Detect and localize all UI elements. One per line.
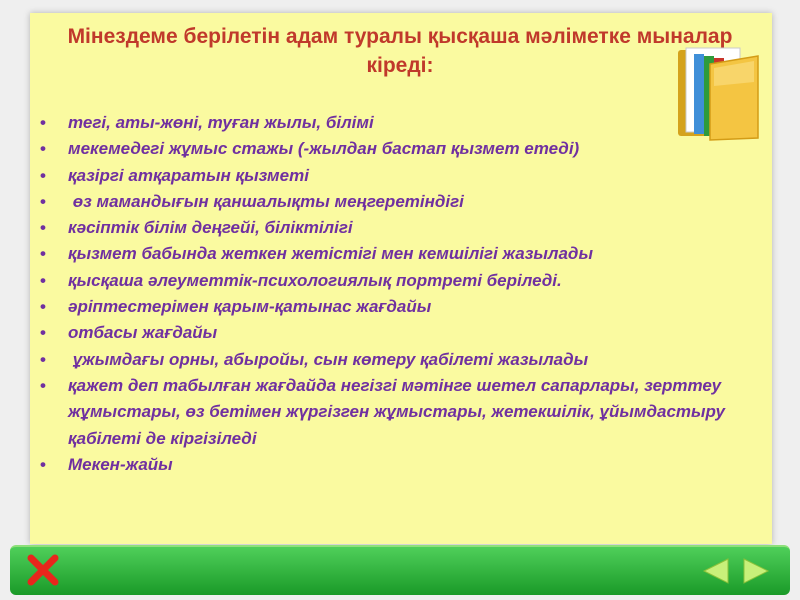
bullet-marker: •: [40, 244, 46, 264]
list-item: [38, 215, 758, 241]
bottom-navigation-bar: [0, 545, 800, 595]
list-item-text: отбасы жағдайы: [68, 323, 218, 343]
list-item: [38, 136, 758, 162]
list-item-text: қажет деп табылған жағдайда негізгі мәтінге шетел сапарлары, зерттеу жұмыстары, өз бетімен жүргізген жұмыстары, жетекшілік, ұйымдастыру қабілеті де кіргізіледі: [68, 375, 725, 448]
list-item: [38, 189, 758, 215]
list-item-text: қызмет бабында жеткен жетістігі мен кемшілігі жазылады: [68, 244, 593, 264]
folder-icon: [672, 42, 764, 142]
list-item-text: кәсіптік білім деңгейі, біліктілігі: [68, 218, 353, 238]
list-item: [38, 241, 758, 267]
bullet-marker: •: [40, 113, 46, 132]
list-item-text: қазіргі атқаратын қызметі: [68, 165, 309, 185]
bullet-marker: •: [40, 297, 46, 317]
list-item-text: Мекен-жайы: [68, 454, 173, 474]
bullet-list: [38, 110, 758, 478]
list-item: [38, 163, 758, 189]
bullet-marker: •: [40, 375, 46, 395]
close-icon[interactable]: [26, 553, 60, 587]
list-item: [38, 452, 758, 478]
bottom-bar-fill: [10, 545, 790, 595]
list-item-text: ұжымдағы орны, абыройы, сын көтеру қабілеті жазылады: [68, 349, 589, 369]
bullet-marker: •: [40, 191, 46, 211]
bullet-marker: •: [40, 165, 46, 185]
list-item-text: қысқаша әлеуметтік-психологиялық портреті беріледі.: [68, 270, 562, 290]
list-item: [38, 110, 758, 136]
bullet-marker: •: [40, 270, 46, 290]
list-item-text: мекемедегі жұмыс стажы (-жылдан бастап қызмет етеді): [68, 139, 580, 159]
list-item-text: әріптестерімен қарым-қатынас жағдайы: [68, 297, 432, 317]
list-item: [38, 320, 758, 346]
bullet-marker: •: [40, 323, 46, 343]
list-item: [38, 347, 758, 373]
list-item: [38, 268, 758, 294]
bullet-marker: •: [40, 349, 46, 369]
list-item-text: тегі, аты-жөні, туған жылы, білімі: [68, 113, 374, 132]
list-item: [38, 373, 758, 452]
list-item: [38, 294, 758, 320]
bullet-marker: •: [40, 454, 46, 474]
bullet-marker: •: [40, 139, 46, 159]
bullet-marker: •: [40, 218, 46, 238]
arrow-left-icon[interactable]: [700, 557, 732, 585]
arrow-right-icon[interactable]: [740, 557, 772, 585]
list-item-text: өз мамандығын қаншалықты меңгеретіндігі: [68, 191, 464, 211]
slide-title: Мінездеме берілетін адам туралы қысқаша мәліметке мыналар кіреді:: [67, 25, 733, 77]
